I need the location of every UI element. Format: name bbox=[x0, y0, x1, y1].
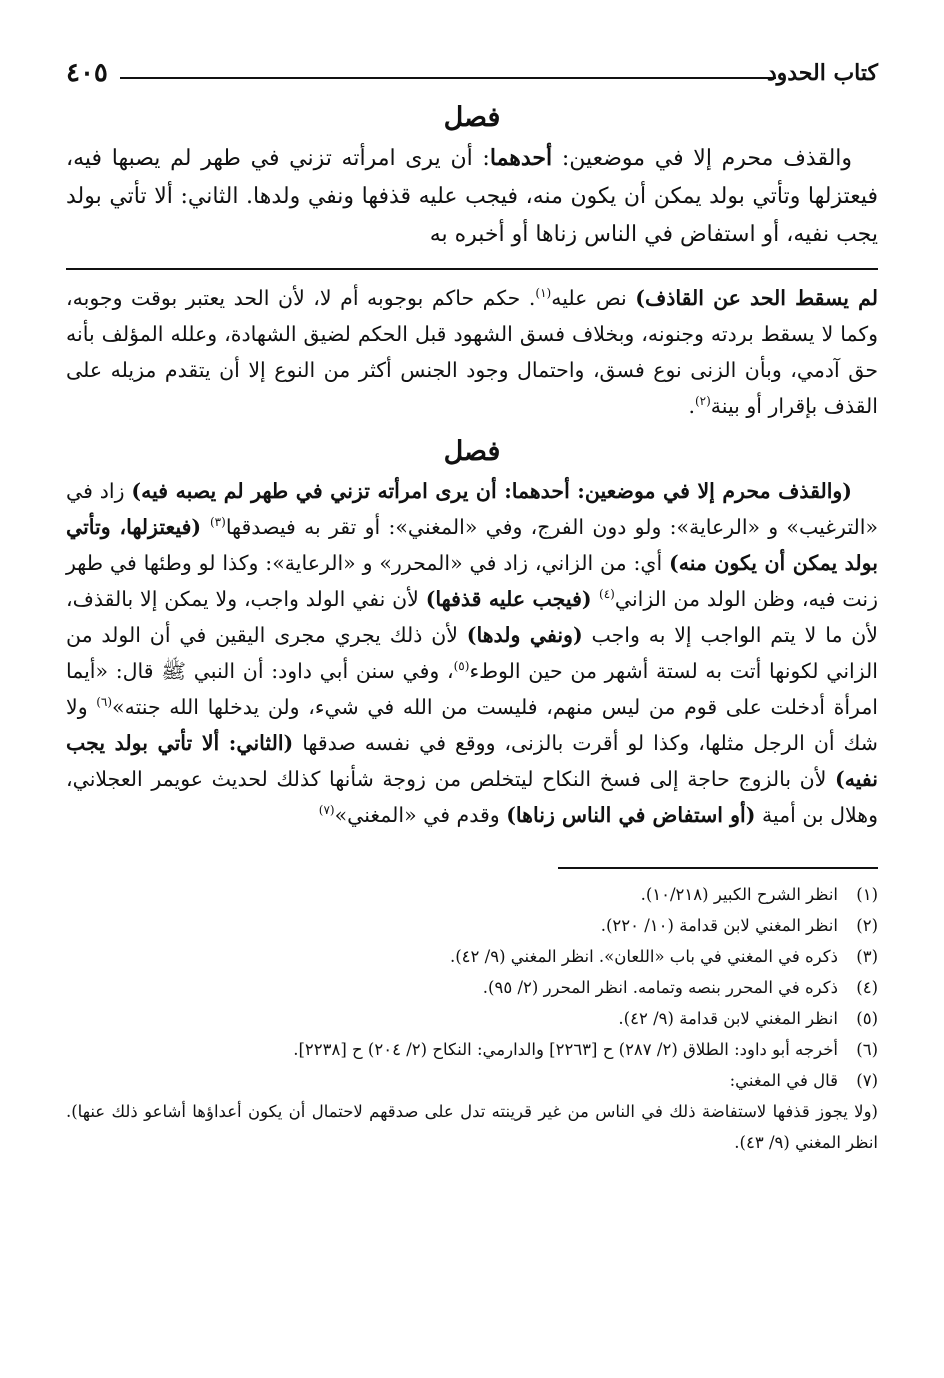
commentary-text: وقدم في «المغني» bbox=[334, 803, 507, 827]
book-page bbox=[66, 50, 878, 1158]
commentary-text: لأن بالزوج حاجة إلى فسخ النكاح ليتخلص من زوجة شأنها كذلك لحديث عويمر العجلاني، وهلال بن أمية bbox=[66, 767, 878, 827]
commentary-bold: (فيجب عليه قذفها) bbox=[425, 587, 600, 611]
footnote-item bbox=[66, 910, 878, 941]
footnote-text: انظر المغني لابن قدامة (٩/ ٤٢). bbox=[618, 1009, 838, 1028]
footnote-text: ذكره في المغني في باب «اللعان». انظر المغني (٩/ ٤٢). bbox=[449, 947, 838, 966]
commentary-bold: (أو استفاض في الناس زناها) bbox=[506, 803, 756, 827]
chapter-title: كتاب الحدود bbox=[766, 60, 878, 86]
footnote-item bbox=[66, 879, 878, 910]
main-text bbox=[66, 139, 878, 254]
footnote-item bbox=[66, 1034, 878, 1065]
commentary-bold: (والقذف محرم إلا في موضعين: أحدهما: أن يرى امرأته تزني في طهر لم يصبه فيه) bbox=[131, 479, 852, 503]
commentary-text: . bbox=[688, 394, 695, 418]
footnote-text: ذكره في المحرر بنصه وتمامه. انظر المحرر (٢/ ٩٥). bbox=[482, 978, 838, 997]
commentary-paragraph-2 bbox=[66, 473, 878, 833]
footnote-ref[interactable]: (٦) bbox=[96, 695, 113, 710]
footnote-number: (١) bbox=[856, 885, 878, 904]
commentary-bold: لم يسقط الحد عن القاذف) bbox=[635, 286, 878, 310]
section-title-1: فصل bbox=[443, 102, 501, 133]
page-number: ٤٠٥ bbox=[66, 58, 108, 88]
running-header bbox=[66, 50, 878, 98]
footnote-rule bbox=[558, 867, 878, 869]
footnote-ref[interactable]: (٣) bbox=[209, 515, 226, 530]
footnote-item bbox=[66, 941, 878, 972]
footnote-ref[interactable]: (٢) bbox=[694, 394, 711, 409]
commentary-text: لأن ذلك يجري مجرى اليقين في أن الولد من الزاني لكونها أتت به لستة أشهر من حين الوطء bbox=[66, 623, 878, 683]
footnote-text: أخرجه أبو داود: الطلاق (٢/ ٢٨٧) ح [٢٢٦٣] والدارمي: النكاح (٢/ ٢٠٤) ح [٢٢٣٨]. bbox=[293, 1040, 838, 1059]
commentary-paragraph-1 bbox=[66, 280, 878, 424]
footnote-item bbox=[66, 1065, 878, 1096]
footnote-number: (٤) bbox=[856, 978, 878, 997]
footnote-number: (٥) bbox=[856, 1009, 878, 1028]
footnote-item bbox=[66, 972, 878, 1003]
footnote-ref[interactable]: (٤) bbox=[599, 587, 615, 602]
commentary-bold: (الثاني: ألا تأتي بولد يجب نفيه) bbox=[66, 731, 878, 791]
main-text-part: والقذف محرم إلا في موضعين: bbox=[552, 146, 853, 171]
footnote-number: (٦) bbox=[856, 1040, 878, 1059]
commentary-text: لأن نفي الولد واجب، ولا يمكن إلا بالقذف، لأن ما لا يتم الواجب إلا به واجب bbox=[66, 587, 878, 647]
commentary-text: زاد في «الترغيب» و «الرعاية»: ولو دون الفرج، وفي «المغني»: أو تقر به فيصدقها bbox=[66, 479, 878, 539]
footnote-number: (٣) bbox=[856, 947, 878, 966]
footnotes bbox=[66, 879, 878, 1158]
footnote-number: (٢) bbox=[856, 916, 878, 935]
footnote-text: انظر المغني لابن قدامة (١٠/ ٢٢٠). bbox=[600, 916, 838, 935]
commentary-text: أي: من الزاني، زاد في «المحرر» و «الرعاية»: وكذا لو وطئها في طهر زنت فيه، وظن الولد من الزاني bbox=[66, 551, 878, 611]
footnote-item bbox=[66, 1003, 878, 1034]
commentary-text: ولا شك أن الرجل مثلها، وكذا لو أقرت بالزنى، ووقع في نفسه صدقها bbox=[66, 695, 878, 755]
commentary-text: نص عليه bbox=[551, 286, 636, 310]
section-title-2: فصل bbox=[443, 436, 501, 467]
commentary-bold: (فيعتزلها، وتأتي بولد يمكن أن يكون منه) bbox=[66, 515, 878, 575]
commentary-bold: (ونفي ولدها) bbox=[466, 623, 583, 647]
main-text-part: : أن يرى امرأته تزني في طهر لم يصبها فيه، فيعتزلها وتأتي بولد يمكن أن يكون منه، فيجب عليه قذفها ونفي ولدها. الثاني: ألا تأتي بولد يجب نفيه، أو استفاض في الناس زناها أو أخبره به bbox=[66, 146, 878, 247]
footnote-number: (٧) bbox=[856, 1071, 878, 1090]
main-text-bold: أحدهما bbox=[489, 145, 553, 171]
footnote-ref[interactable]: (٥) bbox=[453, 659, 470, 674]
commentary-text: ، وفي سنن أبي داود: أن النبي ﷺ قال: «أيما امرأة أدخلت على قوم من ليس منهم، فليست من الله في شيء، ولن يدخلها الله جنته» bbox=[66, 659, 878, 719]
footnote-text: انظر الشرح الكبير (١٠/٢١٨). bbox=[640, 885, 838, 904]
footnote-continuation: (ولا يجوز قذفها لاستفاضة ذلك في الناس من غير قرينته تدل على صدقهم لاحتمال أن يكون أعداؤها أشاعو ذلك عنها). انظر المغني (٩/ ٤٣). bbox=[66, 1102, 878, 1152]
footnote-text: قال في المغني: bbox=[729, 1071, 838, 1090]
footnote-ref[interactable]: (٧) bbox=[318, 803, 335, 818]
footnote-ref[interactable]: (١) bbox=[535, 286, 552, 301]
header-rule bbox=[120, 77, 776, 79]
commentary-text: . حكم حاكم بوجوبه أم لا، لأن الحد يعتبر بوقت وجوبه، وكما لا يسقط بردته وجنونه، وبخلاف فسق الشهود قبل الحكم لضيق الشهادة، وعلله المؤلف بأنه حق آدمي، وبأن الزنى نوع فسق، واحتمال وجود الجنس أكثر من النوع إلا أن يتقدم مزيله على القذف بإقرار أو بينة bbox=[66, 286, 878, 418]
text-divider bbox=[66, 268, 878, 270]
